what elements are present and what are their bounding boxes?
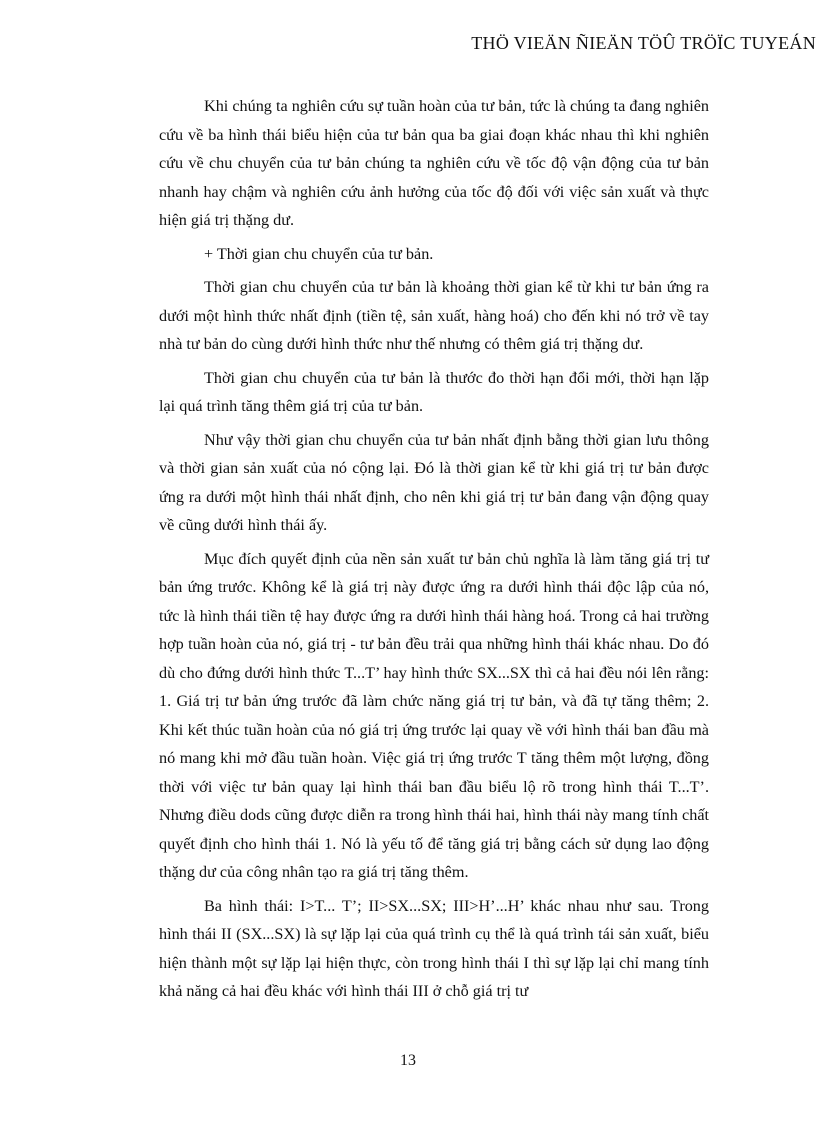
paragraph-measure: Thời gian chu chuyển của tư bản là thước đo thời hạn đổi mới, thời hạn lặp lại quá trình tăng thêm giá trị của tư bản. (159, 368, 709, 415)
page-header: THÖ VIEÄN ÑIEÄN TÖÛ TRÖÏC TUYEÁN (471, 33, 816, 53)
paragraph-definition: Thời gian chu chuyển của tư bản là khoảng thời gian kể từ khi tư bản ứng ra dưới một hình thức nhất định (tiền tệ, sản xuất, hàng hoá) cho đến khi nó trở về tay nhà tư bản do cùng dưới hình thức như thế nhưng có thêm giá trị thặng dư. (159, 278, 709, 353)
paragraph-three-forms: Ba hình thái: I>T... T’; II>SX...SX; III>H’...H’ khác nhau như sau. Trong hình thái II (SX...SX) là sự lặp lại của quá trình cụ thể là quá trình tái sản xuất, biểu hiện thành một sự lặp lại hiện thực, còn trong hình thái I thì sự lặp lại chỉ mang tính khả năng cả hai đều khác với hình thái III ở chỗ giá trị tư (159, 896, 709, 1000)
paragraph-intro: Khi chúng ta nghiên cứu sự tuần hoàn của tư bản, tức là chúng ta đang nghiên cứu về ba hình thái biểu hiện của tư bản qua ba giai đoạn khác nhau thì khi nghiên cứu về chu chuyển của tư bản chúng ta nghiên cứu về tốc độ vận động của tư bản nhanh hay chậm và nghiên cứu ảnh hưởng của tốc độ đối với việc sản xuất và thực hiện giá trị thặng dư. (159, 97, 709, 229)
paragraph-composition: Như vậy thời gian chu chuyển của tư bản nhất định bằng thời gian lưu thông và thời gian sản xuất của nó cộng lại. Đó là thời gian kể từ khi giá trị tư bản được ứng ra dưới một hình thái nhất định, cho nên khi giá trị tư bản đang vận động quay về cũng dưới hình thái ấy. (159, 430, 709, 534)
page-number: 13 (400, 1052, 416, 1069)
body-text (159, 92, 709, 1011)
paragraph-subheading: + Thời gian chu chuyển của tư bản. (204, 244, 434, 263)
paragraph-purpose: Mục đích quyết định của nền sản xuất tư bản chủ nghĩa là làm tăng giá trị tư bản ứng trước. Không kể là giá trị này được ứng ra dưới hình thái độc lập của nó, tức là hình thái tiền tệ hay được ứng ra dưới hình thái hàng hoá. Trong cả hai trường hợp tuần hoàn của nó, giá trị - tư bản đều trải qua những hình thái khác nhau. Do đó dù cho đứng dưới hình thức T...T’ hay hình thức SX...SX thì cả hai đều nói lên rằng: 1. Giá trị tư bản ứng trước đã làm chức năng giá trị tư bản, và đã tự tăng thêm; 2. Khi kết thúc tuần hoàn của nó giá trị ứng trước lại quay về với hình thái ban đầu mà nó mang khi mở đầu tuần hoàn. Việc giá trị ứng trước T tăng thêm một lượng, đồng thời với việc tư bản quay lại hình thái ban đầu biểu lộ rõ trong hình thái T...T’. Nhưng điều dods cũng được diễn ra trong hình thái hai, hình thái này mang tính chất quyết định cho hình thái 1. Nó là yếu tố để tăng giá trị bằng cách sử dụng lao động thặng dư của công nhân tạo ra giá trị tăng thêm. (159, 549, 709, 881)
